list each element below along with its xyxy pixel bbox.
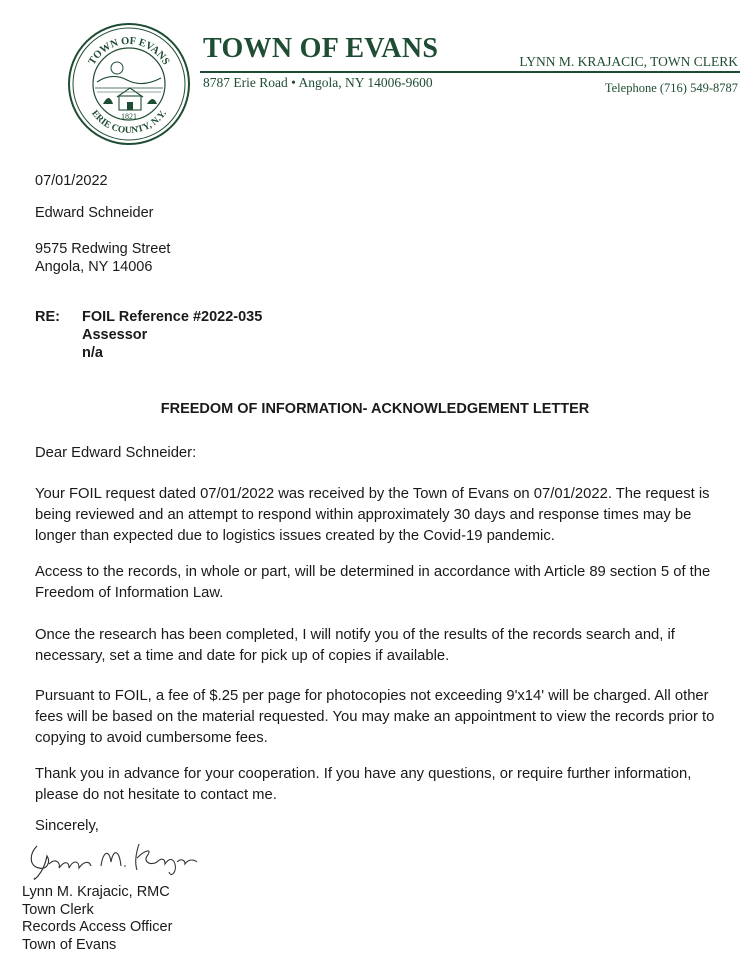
town-seal-logo xyxy=(67,22,191,146)
town-address: 8787 Erie Road • Angola, NY 14006-9600 xyxy=(203,75,433,90)
re-department-line: Assessor xyxy=(82,327,148,343)
letter-date: 07/01/2022 xyxy=(35,173,108,189)
paragraph-receipt: Your FOIL request dated 07/01/2022 was received by the Town of Evans on 07/01/2022. The request is being reviewed and an attempt to respond within approximately 30 days and response times may be longer than expected due to logistics issues created by the Covid-19 pandemic. xyxy=(35,486,710,544)
town-name-heading: TOWN OF EVANS xyxy=(203,33,439,64)
re-reference-block xyxy=(82,308,262,362)
seal-top-text: TOWN OF EVANS xyxy=(86,35,172,67)
town-telephone: Telephone (716) 549-8787 xyxy=(604,81,738,95)
re-reference-line: FOIL Reference #2022-035 xyxy=(82,309,263,325)
letter-title: FREEDOM OF INFORMATION- ACKNOWLEDGEMENT LETTER xyxy=(160,401,590,417)
signer-organization: Town of Evans xyxy=(22,936,117,953)
handwritten-signature xyxy=(25,832,215,888)
recipient-address-line1: 9575 Redwing Street xyxy=(35,241,171,257)
letterhead-divider xyxy=(200,71,740,73)
seal-bottom-text: ERIE COUNTY, N.Y. xyxy=(89,108,169,137)
closing: Sincerely, xyxy=(35,818,99,834)
paragraph-access: Access to the records, in whole or part, will be determined in accordance with Article 89 section 5 of the Freedom of Information Law. xyxy=(35,564,711,601)
seal-year: 1821 xyxy=(121,112,137,121)
salutation: Dear Edward Schneider: xyxy=(35,445,197,461)
paragraph-fees: Pursuant to FOIL, a fee of $.25 per page for photocopies not exceeding 9'x14' will be charged. All other fees will be based on the material requested. You may make an appointment to view the records prior to copying to avoid cumbersome fees. xyxy=(35,688,715,746)
recipient-name: Edward Schneider xyxy=(35,205,154,221)
paragraph-research: Once the research has been completed, I will notify you of the results of the records search and, if necessary, set a time and date for pick up of copies if available. xyxy=(35,627,675,664)
signature-block xyxy=(22,884,172,954)
signer-title-records-officer: Records Access Officer xyxy=(22,919,173,935)
recipient-address-line2: Angola, NY 14006 xyxy=(35,259,153,275)
svg-text:TOWN OF EVANS xyxy=(87,36,172,67)
signer-title-town-clerk: Town Clerk xyxy=(22,901,94,918)
signer-name: Lynn M. Krajacic, RMC xyxy=(22,884,170,900)
re-detail-line: n/a xyxy=(82,345,103,361)
paragraph-thanks: Thank you in advance for your cooperation. If you have any questions, or require further information, please do not hesitate to contact me. xyxy=(35,766,692,803)
recipient-address xyxy=(35,240,170,276)
re-label: RE: xyxy=(35,309,60,325)
town-clerk-name: LYNN M. KRAJACIC, TOWN CLERK xyxy=(519,54,738,69)
